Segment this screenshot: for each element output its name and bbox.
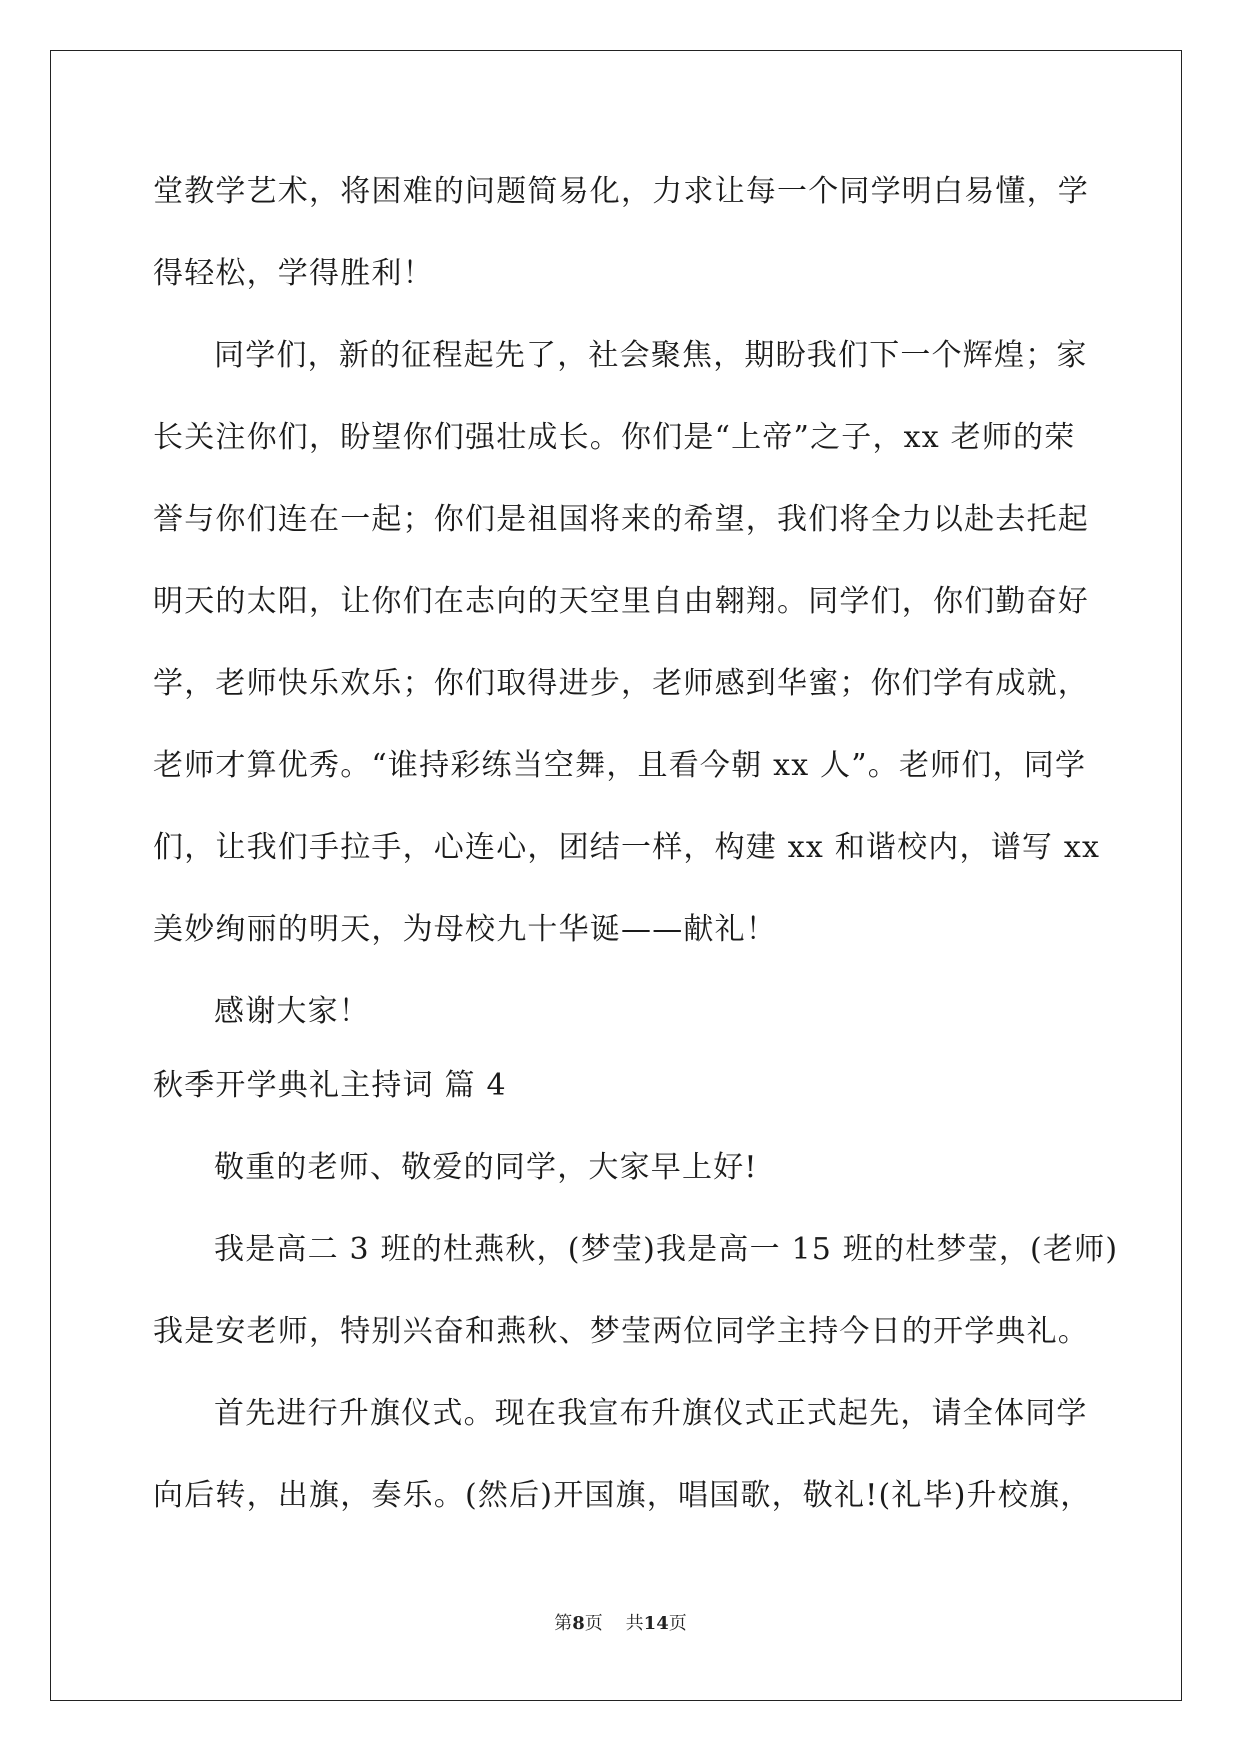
paragraph-6-line-1: 首先进行升旗仪式。现在我宣布升旗仪式正式起先，请全体同学 (214, 1396, 1088, 1431)
page-footer (0, 1612, 1241, 1636)
footer-total-prefix: 共 (625, 1613, 644, 1634)
paragraph-2-line-7: 们，让我们手拉手，心连心，团结一样，构建 xx 和谐校内，谱写 xx (153, 830, 1101, 865)
footer-page-number: 8 (572, 1613, 585, 1634)
footer-page-suffix: 页 (584, 1613, 603, 1634)
paragraph-2-line-3: 誉与你们连在一起；你们是祖国将来的希望，我们将全力以赴去托起 (153, 502, 1089, 537)
footer-total-suffix: 页 (668, 1613, 687, 1634)
paragraph-2-line-5: 学，老师快乐欢乐；你们取得进步，老师感到华蜜；你们学有成就， (153, 666, 1089, 701)
paragraph-2-line-8: 美妙绚丽的明天，为母校九十华诞——献礼！ (153, 912, 777, 947)
paragraph-5-line-2: 我是安老师，特别兴奋和燕秋、梦莹两位同学主持今日的开学典礼。 (153, 1314, 1089, 1349)
section-heading: 秋季开学典礼主持词 篇 4 (153, 1068, 507, 1103)
footer-prefix: 第 (554, 1613, 573, 1634)
paragraph-3-line-1: 感谢大家！ (214, 994, 370, 1029)
paragraph-2-line-6: 老师才算优秀。“谁持彩练当空舞，且看今朝 xx 人”。老师们，同学 (153, 748, 1087, 783)
page-border (50, 50, 1182, 1701)
paragraph-6-line-2: 向后转，出旗，奏乐。(然后)开国旗，唱国歌，敬礼!(礼毕)升校旗， (153, 1478, 1092, 1513)
paragraph-1-line-1: 堂教学艺术，将困难的问题简易化，力求让每一个同学明白易懂，学 (153, 174, 1089, 209)
paragraph-2-line-4: 明天的太阳，让你们在志向的天空里自由翱翔。同学们，你们勤奋好 (153, 584, 1089, 619)
paragraph-4-line-1: 敬重的老师、敬爱的同学，大家早上好! (214, 1150, 758, 1185)
paragraph-2-line-2: 长关注你们，盼望你们强壮成长。你们是“上帝”之子，xx 老师的荣 (153, 420, 1076, 455)
paragraph-2-line-1: 同学们，新的征程起先了，社会聚焦，期盼我们下一个辉煌；家 (214, 338, 1088, 373)
paragraph-5-line-1: 我是高二 3 班的杜燕秋，(梦莹)我是高一 15 班的杜梦莹，(老师) (214, 1232, 1119, 1267)
paragraph-1-line-2: 得轻松，学得胜利！ (153, 256, 434, 291)
footer-total-pages: 14 (643, 1613, 669, 1634)
